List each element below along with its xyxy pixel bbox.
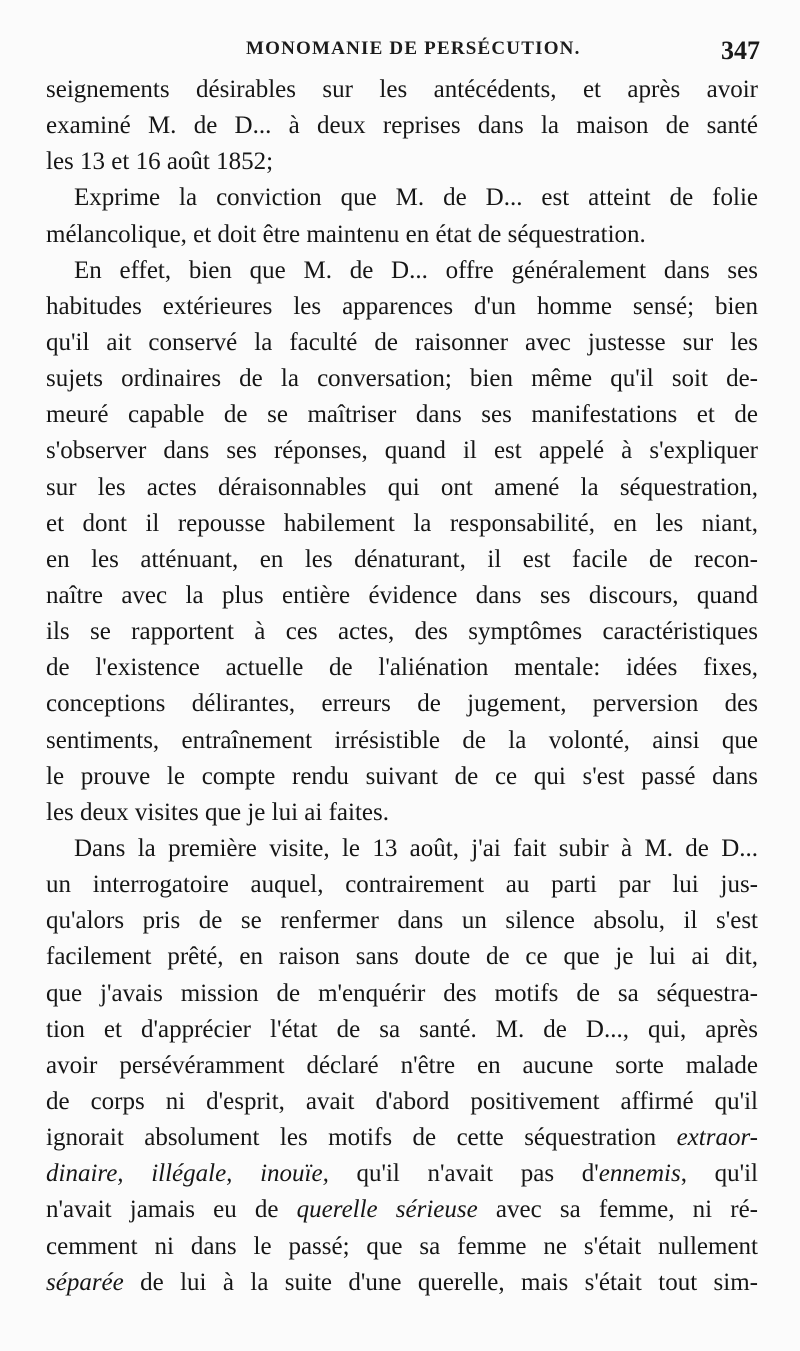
- text-segment: facilement prêté, en raison sans doute de ce que je lui ai dit,: [46, 943, 758, 971]
- text-segment: Dans la première visite, le 13 août, j'ai fait subir à M. de D...: [74, 834, 758, 862]
- text-line: [46, 506, 758, 542]
- text-line: [46, 289, 758, 325]
- text-line: [46, 650, 758, 686]
- text-segment: de l'existence actuelle de l'aliénation mentale: idées fixes,: [46, 654, 758, 682]
- text-segment: qu'il ait conservé la faculté de raisonner avec justesse sur les: [46, 328, 758, 356]
- text-segment: seignements désirables sur les antécédents, et après avoir: [46, 76, 758, 103]
- text-line: [46, 253, 758, 289]
- text-segment: avec sa femme, ni ré-: [477, 1196, 758, 1224]
- text-segment: tion et d'apprécier l'état de sa santé. M. de D..., qui, après: [46, 1015, 758, 1043]
- running-head: MONOMANIE DE PERSÉCUTION.: [246, 38, 581, 59]
- text-line: [46, 397, 758, 433]
- text-line: [46, 433, 758, 469]
- text-line: [46, 470, 758, 506]
- text-segment: ils se rapportent à ces actes, des symptômes caractéristiques: [46, 618, 758, 646]
- text-line: [46, 795, 758, 831]
- text-line: [46, 831, 758, 867]
- italic-text: ennemis: [598, 1160, 681, 1188]
- text-line: [46, 108, 758, 144]
- text-segment: meuré capable de se maîtriser dans ses manifestations et de: [46, 401, 758, 429]
- text-segment: qu'alors pris de se renfermer dans un silence absolu, il s'est: [46, 907, 758, 935]
- text-line: [46, 542, 758, 578]
- body-text: [46, 72, 758, 1301]
- text-line: [46, 1084, 758, 1120]
- text-line: [46, 723, 758, 759]
- text-segment: le prouve le compte rendu suivant de ce qui s'est passé dans: [46, 762, 758, 790]
- text-line: [46, 686, 758, 722]
- text-segment: , qu'il: [680, 1160, 758, 1188]
- text-line: [46, 217, 758, 253]
- text-line: [46, 1229, 758, 1265]
- text-line: [46, 180, 758, 216]
- text-line: [46, 361, 758, 397]
- text-segment: et dont il repousse habilement la responsabilité, en les niant,: [46, 509, 758, 537]
- text-line: [46, 1156, 758, 1192]
- text-segment: sujets ordinaires de la conversation; bien même qu'il soit de-: [46, 365, 758, 393]
- text-line: [46, 867, 758, 903]
- text-line: [46, 1120, 758, 1156]
- text-segment: sentiments, entraînement irrésistible de la volonté, ainsi que: [46, 726, 758, 754]
- italic-text: extraor-: [676, 1124, 758, 1152]
- text-segment: les deux visites que je lui ai faites.: [46, 798, 389, 826]
- text-segment: En effet, bien que M. de D... offre généralement dans ses: [74, 256, 758, 284]
- text-segment: de corps ni d'esprit, avait d'abord positivement affirmé qu'il: [46, 1087, 758, 1115]
- text-segment: ignorait absolument les motifs de cette séquestration: [46, 1124, 677, 1152]
- text-line: [46, 1192, 758, 1228]
- italic-text: dinaire, illégale, inouïe,: [46, 1160, 329, 1188]
- text-segment: les 13 et 16 août 1852;: [46, 148, 274, 176]
- text-line: [46, 759, 758, 795]
- text-segment: avoir persévéramment déclaré n'être en aucune sorte malade: [46, 1051, 758, 1079]
- text-segment: Exprime la conviction que M. de D... est atteint de folie: [74, 184, 758, 212]
- text-line: [46, 614, 758, 650]
- text-segment: habitudes extérieures les apparences d'un homme sensé; bien: [46, 292, 758, 320]
- text-segment: que j'avais mission de m'enquérir des motifs de sa séquestra-: [46, 979, 758, 1007]
- text-line: [46, 976, 758, 1012]
- text-segment: qu'il n'avait pas d': [328, 1160, 599, 1188]
- text-segment: naître avec la plus entière évidence dans ses discours, quand: [46, 581, 758, 609]
- text-segment: en les atténuant, en les dénaturant, il est facile de recon-: [46, 545, 758, 573]
- text-line: [46, 72, 758, 108]
- text-segment: examiné M. de D... à deux reprises dans la maison de santé: [46, 112, 758, 140]
- text-segment: de lui à la suite d'une querelle, mais s'était tout sim-: [123, 1268, 758, 1296]
- text-line: [46, 578, 758, 614]
- text-line: [46, 1048, 758, 1084]
- text-segment: conceptions délirantes, erreurs de jugement, perversion des: [46, 690, 758, 718]
- text-segment: sur les actes déraisonnables qui ont amené la séquestration,: [46, 473, 758, 501]
- text-line: [46, 325, 758, 361]
- text-line: [46, 939, 758, 975]
- text-segment: mélancolique, et doit être maintenu en état de séquestration.: [46, 220, 646, 248]
- page-number: 347: [721, 36, 760, 65]
- text-line: [46, 144, 758, 180]
- text-line: [46, 1012, 758, 1048]
- italic-text: querelle sérieuse: [296, 1196, 478, 1224]
- text-segment: un interrogatoire auquel, contrairement au parti par lui jus-: [46, 871, 758, 899]
- text-segment: s'observer dans ses réponses, quand il est appelé à s'expliquer: [46, 437, 758, 465]
- text-segment: cemment ni dans le passé; que sa femme ne s'était nullement: [46, 1232, 758, 1260]
- text-line: [46, 903, 758, 939]
- italic-text: séparée: [46, 1268, 124, 1296]
- text-line: [46, 1265, 758, 1301]
- page-header: [246, 38, 760, 68]
- text-segment: n'avait jamais eu de: [46, 1196, 297, 1224]
